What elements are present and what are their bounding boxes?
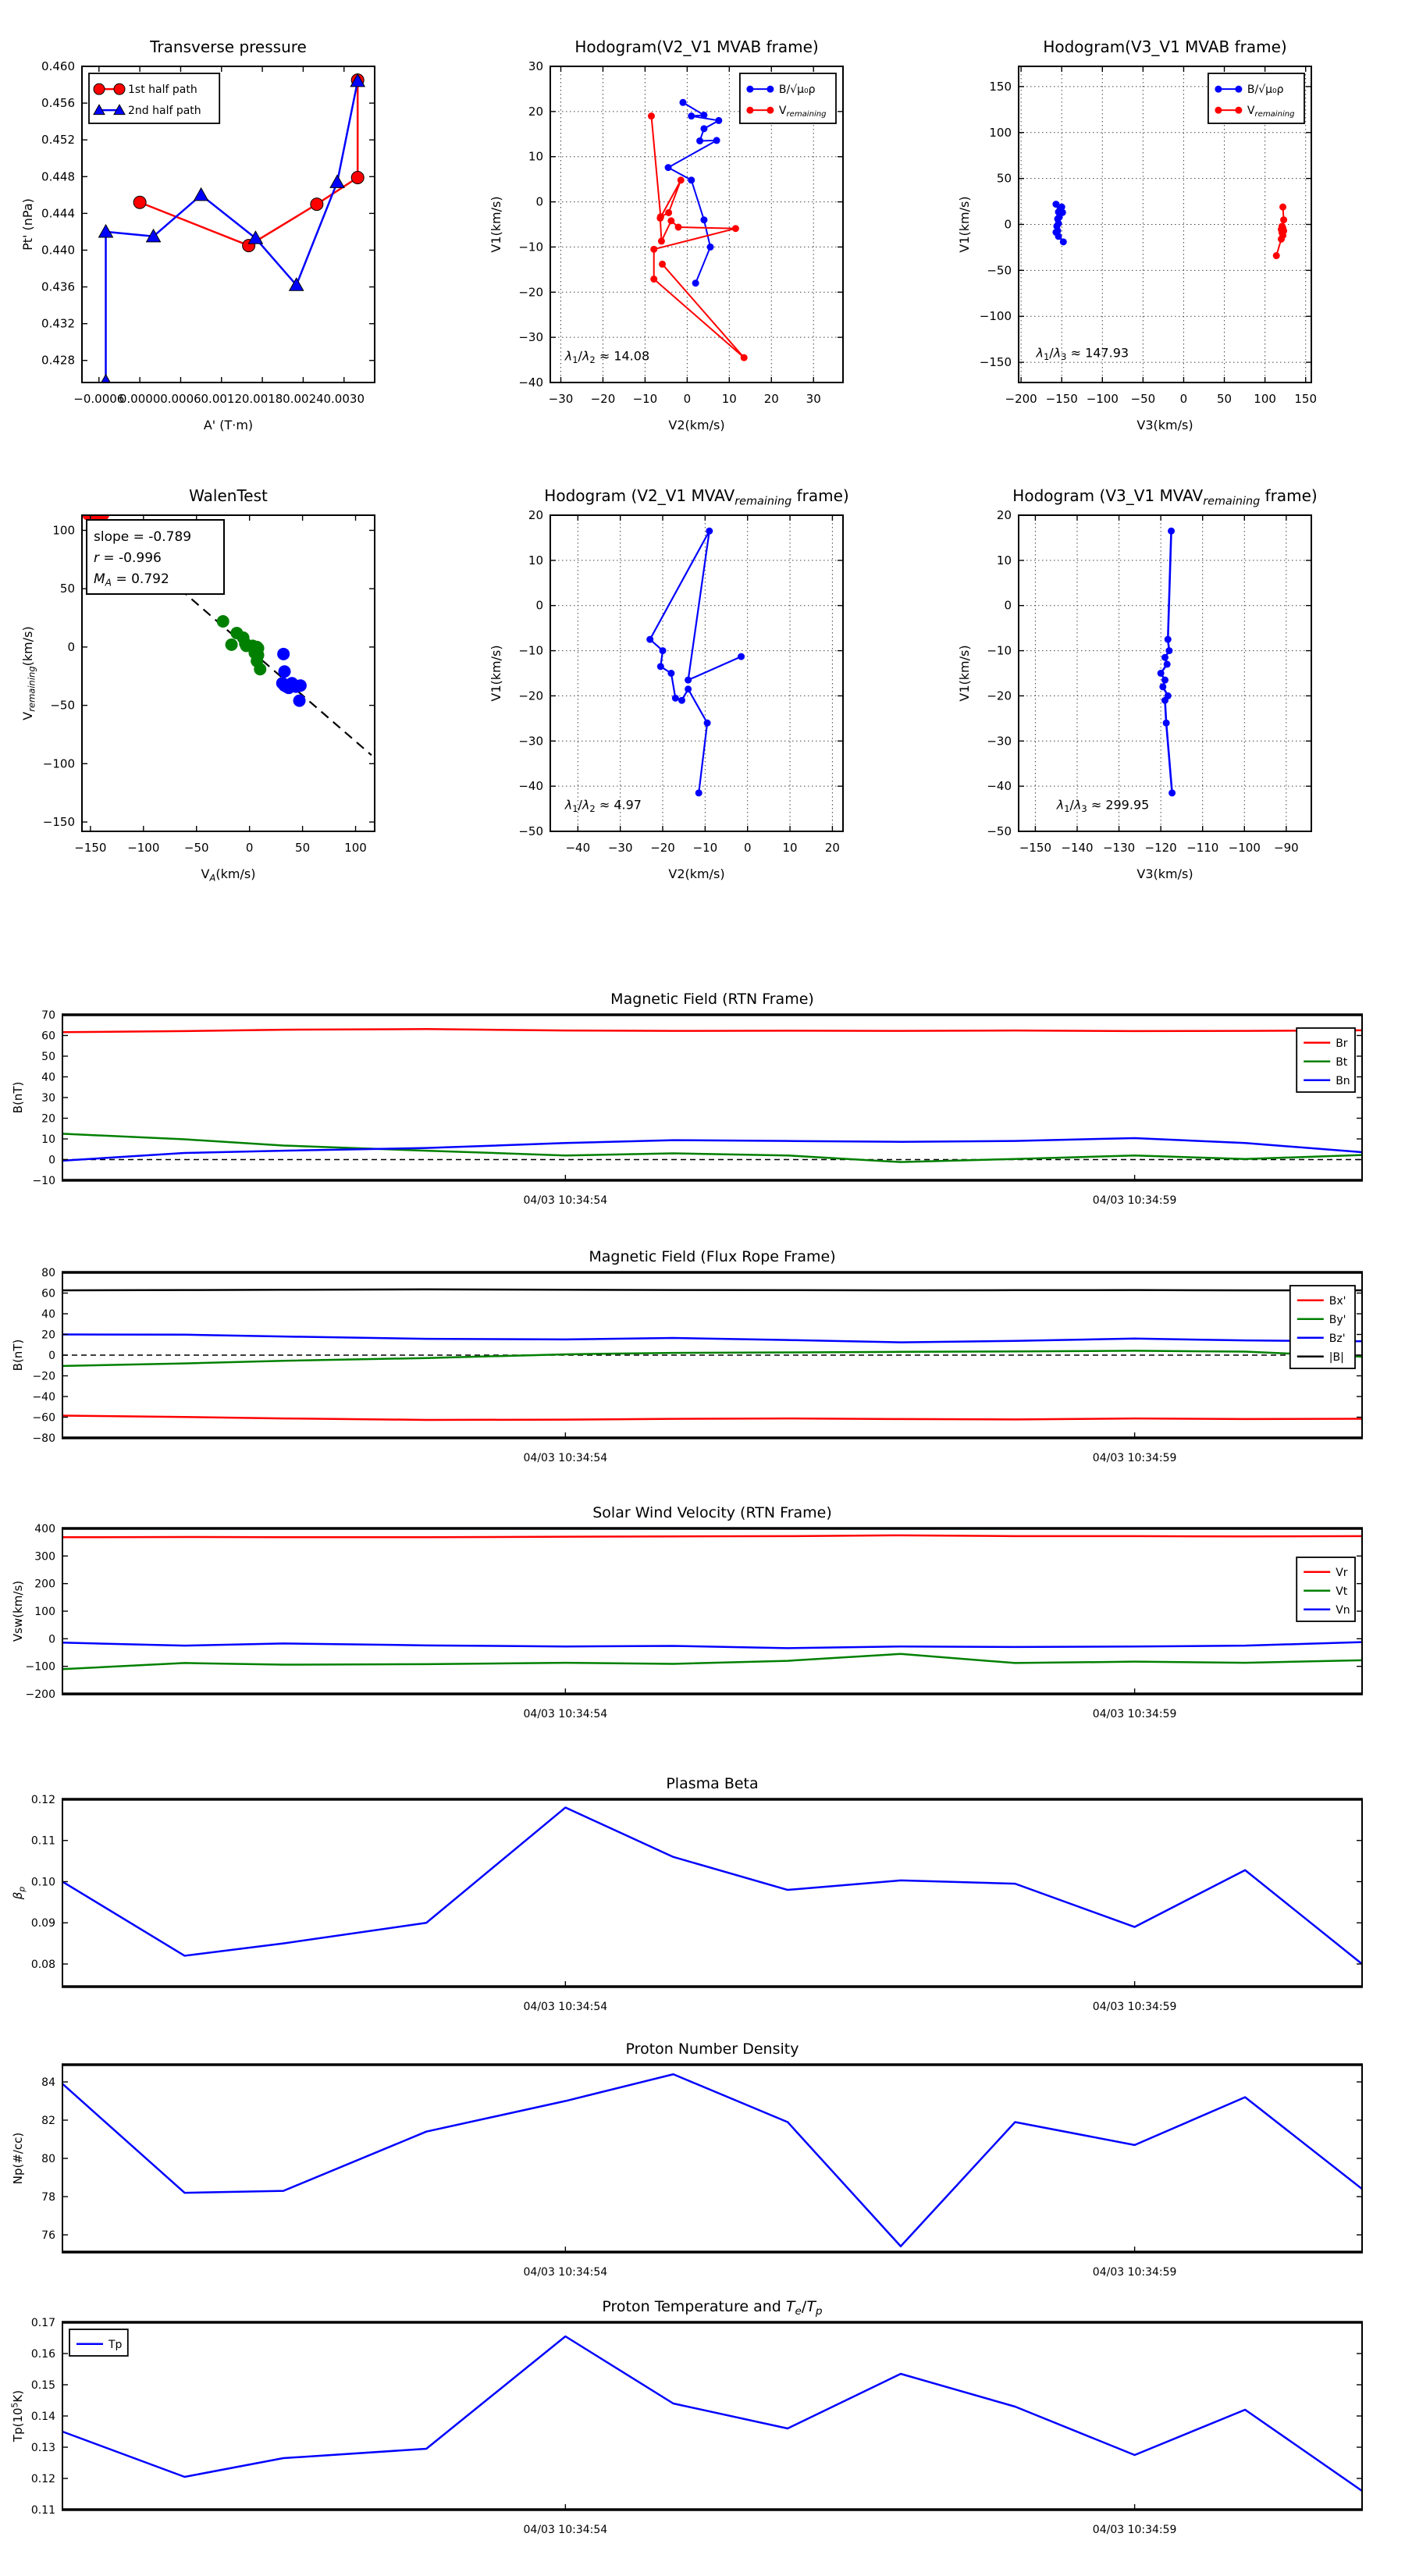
plot-title: WalenTest xyxy=(189,486,268,505)
y-axis-label: V1(km/s) xyxy=(489,645,503,702)
y-tick-label: 0 xyxy=(535,194,543,209)
y-tick-label: 300 xyxy=(34,1550,55,1564)
plot-b-rtn xyxy=(11,991,1363,1207)
x-tick-label: −110 xyxy=(1186,841,1219,855)
x-tick-label: −10 xyxy=(692,841,718,855)
x-axis-label: V3(km/s) xyxy=(1136,418,1193,432)
y-tick-label: 30 xyxy=(528,59,543,73)
marker-circle xyxy=(94,84,105,94)
y-axis-label: $Tp(10^5K)$ xyxy=(9,2389,25,2443)
y-tick-label: 150 xyxy=(989,79,1012,94)
stats-line: slope = -0.789 xyxy=(94,529,192,545)
x-tick-label: 0 xyxy=(683,392,692,406)
axes-background xyxy=(550,515,843,831)
marker-dot xyxy=(732,225,739,232)
y-tick-label: −60 xyxy=(32,1411,55,1425)
marker-dot xyxy=(679,99,686,106)
marker-dot xyxy=(688,112,695,119)
series-markers-2 xyxy=(82,508,109,521)
plot-hodogram-v2v1-mvav xyxy=(489,486,849,881)
marker-dot xyxy=(700,125,707,132)
legend xyxy=(1297,1028,1355,1092)
marker-dot xyxy=(767,86,774,93)
legend-label: Vt xyxy=(1336,1585,1348,1598)
marker-dot xyxy=(767,107,774,114)
marker-dot xyxy=(226,639,238,651)
y-tick-label: 0.452 xyxy=(41,133,75,148)
y-axis-label: V1(km/s) xyxy=(957,645,972,702)
legend-label: 2nd half path xyxy=(128,105,201,118)
y-tick-label: −150 xyxy=(979,355,1012,370)
marker-dot xyxy=(1235,86,1242,93)
x-tick-label: −140 xyxy=(1061,841,1094,855)
y-tick-label: 0 xyxy=(1004,217,1012,232)
y-tick-label: −20 xyxy=(987,688,1012,703)
y-tick-label: 60 xyxy=(41,1287,55,1300)
plot-title: Transverse pressure xyxy=(150,37,307,56)
plot-title: Magnetic Field (Flux Rope Frame) xyxy=(589,1248,836,1265)
y-tick-label: −40 xyxy=(518,779,543,794)
y-tick-label: 0.432 xyxy=(41,316,75,331)
y-tick-label: −20 xyxy=(518,688,543,703)
marker-dot xyxy=(695,789,702,796)
y-tick-label: −50 xyxy=(518,824,543,838)
plot-title: Hodogram(V3_V1 MVAB frame) xyxy=(1043,37,1287,56)
axes-background xyxy=(62,1799,1362,1987)
legend xyxy=(69,2329,128,2356)
y-tick-label: 0.428 xyxy=(41,353,75,368)
y-axis-label: Pt' (nPa) xyxy=(20,198,35,251)
y-tick-label: −40 xyxy=(518,375,543,390)
marker-dot xyxy=(692,279,699,286)
plot-vsw-rtn xyxy=(11,1504,1363,1720)
x-axis-label: $V_A(km/s)$ xyxy=(201,866,256,884)
y-tick-label: −20 xyxy=(32,1370,55,1383)
x-tick-label: 100 xyxy=(344,841,367,855)
y-tick-label: 0.11 xyxy=(30,2504,55,2517)
y-tick-label: 0.11 xyxy=(30,1834,55,1848)
x-tick-label: −200 xyxy=(1005,392,1037,406)
stats-line: $M_A = 0.792$ xyxy=(94,571,169,589)
y-tick-label: 10 xyxy=(528,149,543,164)
legend xyxy=(1208,73,1304,123)
x-tick-label: 10 xyxy=(782,841,798,855)
y-tick-label: 10 xyxy=(996,553,1012,568)
marker-dot xyxy=(1278,236,1285,243)
y-tick-label: 0.444 xyxy=(41,206,75,221)
x-tick-label: 100 xyxy=(1254,392,1276,406)
marker-dot xyxy=(1273,252,1280,259)
legend-label: Vr xyxy=(1336,1566,1348,1579)
marker-dot xyxy=(1279,204,1286,211)
x-tick-label: 50 xyxy=(295,841,311,855)
x-axis-label: V2(km/s) xyxy=(668,866,725,881)
x-tick-label: −40 xyxy=(565,841,591,855)
x-tick-label: −100 xyxy=(1228,841,1261,855)
marker-dot xyxy=(650,246,657,253)
x-tick-label: 04/03 10:34:59 xyxy=(1092,1708,1177,1720)
x-tick-label: −20 xyxy=(590,392,616,406)
y-tick-label: −10 xyxy=(518,643,543,658)
marker-dot xyxy=(1235,107,1242,114)
x-tick-label: 04/03 10:34:59 xyxy=(1092,1194,1177,1207)
marker-dot xyxy=(704,720,711,727)
marker-dot xyxy=(650,276,657,283)
marker-dot xyxy=(659,261,666,268)
legend-label: Bt xyxy=(1336,1055,1348,1069)
x-tick-label: 0.0018 xyxy=(241,392,283,406)
y-tick-label: 20 xyxy=(528,508,543,522)
marker-dot xyxy=(685,685,692,692)
stats-box xyxy=(87,520,224,594)
x-tick-label: 0.0006 xyxy=(160,392,201,406)
y-tick-label: 70 xyxy=(41,1009,55,1022)
y-tick-label: 0.15 xyxy=(30,2379,55,2392)
y-tick-label: 100 xyxy=(52,523,75,538)
x-tick-label: −50 xyxy=(183,841,209,855)
x-axis-label: V3(km/s) xyxy=(1136,866,1193,881)
y-axis-label: V1(km/s) xyxy=(957,196,972,253)
x-tick-label: 04/03 10:34:59 xyxy=(1092,1452,1177,1464)
x-tick-label: 04/03 10:34:54 xyxy=(523,2001,608,2013)
x-tick-label: 04/03 10:34:59 xyxy=(1092,2001,1177,2013)
x-tick-label: −50 xyxy=(1130,392,1156,406)
y-tick-label: −50 xyxy=(987,263,1012,278)
legend xyxy=(740,73,836,123)
plot-hodogram-v3v1-mvav xyxy=(957,486,1318,881)
marker-dot xyxy=(1165,636,1172,643)
y-tick-label: 78 xyxy=(41,2190,55,2204)
x-tick-label: −150 xyxy=(1045,392,1078,406)
plot-walen-test xyxy=(20,486,375,884)
y-tick-label: −30 xyxy=(518,330,543,345)
y-tick-label: 20 xyxy=(996,508,1012,522)
y-axis-label: B(nT) xyxy=(11,1339,25,1372)
y-tick-label: 0 xyxy=(48,1350,55,1362)
plot-proton-density xyxy=(11,2041,1363,2279)
legend-label: 1st half path xyxy=(128,84,197,97)
y-tick-label: −30 xyxy=(987,734,1012,749)
axes-background xyxy=(62,1528,1362,1694)
y-tick-label: 100 xyxy=(989,125,1012,140)
y-axis-label: Np(#/cc) xyxy=(11,2132,25,2185)
x-tick-label: 20 xyxy=(763,392,779,406)
marker-dot xyxy=(657,663,664,670)
marker-circle xyxy=(311,198,323,211)
legend-label: $V_{remaining}$ xyxy=(1247,105,1295,119)
y-tick-label: 10 xyxy=(41,1133,55,1146)
plot-title: Magnetic Field (RTN Frame) xyxy=(610,991,814,1008)
marker-dot xyxy=(1168,528,1175,535)
annotation-lambda-ratio: $\lambda_1/\lambda_3 \approx 299.95$ xyxy=(1056,797,1150,815)
y-tick-label: −100 xyxy=(25,1660,55,1674)
plot-b-fluxrope xyxy=(11,1248,1363,1464)
x-tick-label: 0.0000 xyxy=(119,392,161,406)
legend xyxy=(89,73,219,123)
x-tick-label: −0.0006 xyxy=(73,392,125,406)
plot-plasma-beta xyxy=(11,1775,1363,2013)
x-tick-label: 0 xyxy=(743,841,752,855)
y-tick-label: 0.17 xyxy=(30,2317,55,2329)
marker-dot xyxy=(667,670,674,677)
legend-label: Br xyxy=(1336,1037,1348,1050)
marker-dot xyxy=(1161,697,1168,704)
x-tick-label: −30 xyxy=(607,841,633,855)
marker-dot xyxy=(294,679,307,692)
x-tick-label: 50 xyxy=(1216,392,1232,406)
plot-proton-temp xyxy=(9,2298,1363,2536)
y-axis-label: $\beta_p$ xyxy=(11,1886,27,1900)
y-tick-label: −80 xyxy=(32,1432,55,1445)
x-tick-label: 20 xyxy=(824,841,840,855)
marker-dot xyxy=(1215,107,1222,114)
y-tick-label: 0.14 xyxy=(30,2411,55,2423)
plot-title: Hodogram (V2_V1 $MVAV_{remaining}$ frame) xyxy=(544,486,849,508)
y-tick-label: 50 xyxy=(996,171,1012,186)
x-tick-label: 0 xyxy=(1179,392,1188,406)
marker-circle xyxy=(351,171,364,183)
plot-title: Proton Number Density xyxy=(625,2041,799,2058)
x-tick-label: 0.0030 xyxy=(323,392,365,406)
y-tick-label: 100 xyxy=(34,1606,55,1618)
x-tick-label: 04/03 10:34:59 xyxy=(1092,2266,1177,2279)
marker-dot xyxy=(665,209,672,216)
y-tick-label: 80 xyxy=(41,2153,55,2165)
y-tick-label: 0 xyxy=(1004,598,1012,613)
marker-dot xyxy=(660,647,667,654)
legend xyxy=(1290,1286,1355,1368)
marker-dot xyxy=(293,695,306,707)
y-tick-label: 0.440 xyxy=(41,243,75,258)
plot-title: Hodogram (V3_V1 $MVAV_{remaining}$ frame) xyxy=(1012,486,1318,508)
marker-dot xyxy=(675,223,682,230)
y-tick-label: 30 xyxy=(41,1092,55,1105)
marker-dot xyxy=(277,648,290,660)
legend-label: B/√μ₀ρ xyxy=(1247,84,1284,97)
y-tick-label: 0.448 xyxy=(41,169,75,184)
marker-dot xyxy=(672,695,679,702)
legend xyxy=(1297,1557,1355,1621)
x-tick-label: −30 xyxy=(548,392,574,406)
y-tick-label: 0.16 xyxy=(30,2348,55,2361)
marker-dot xyxy=(1161,654,1168,661)
y-tick-label: 20 xyxy=(41,1112,55,1126)
x-tick-label: 150 xyxy=(1294,392,1318,406)
marker-dot xyxy=(1055,233,1062,240)
x-tick-label: 10 xyxy=(721,392,737,406)
x-tick-label: 04/03 10:34:54 xyxy=(523,1452,608,1464)
y-tick-label: 60 xyxy=(41,1030,55,1043)
marker-dot xyxy=(1168,789,1176,796)
y-tick-label: −40 xyxy=(32,1391,55,1404)
x-tick-label: −20 xyxy=(650,841,675,855)
marker-dot xyxy=(738,653,745,660)
y-tick-label: 0 xyxy=(48,1154,55,1167)
marker-dot xyxy=(700,112,707,119)
y-tick-label: 80 xyxy=(41,1267,55,1279)
x-axis-label: A' (T·m) xyxy=(203,418,254,432)
marker-dot xyxy=(254,663,266,675)
plot-hodogram-v2v1-mvab xyxy=(489,37,843,432)
plot-title: Hodogram(V2_V1 MVAB frame) xyxy=(574,37,819,56)
x-tick-label: 30 xyxy=(806,392,821,406)
marker-dot xyxy=(1161,677,1168,684)
x-tick-label: −120 xyxy=(1144,841,1177,855)
y-tick-label: −100 xyxy=(42,756,75,771)
marker-dot xyxy=(696,137,703,144)
y-tick-label: −10 xyxy=(518,240,543,254)
marker-dot xyxy=(1060,238,1067,245)
y-tick-label: 0 xyxy=(535,598,543,613)
marker-dot xyxy=(678,697,685,704)
marker-dot xyxy=(700,216,707,223)
marker-dot xyxy=(658,237,665,244)
y-axis-label: Vsw(km/s) xyxy=(11,1580,25,1642)
marker-dot xyxy=(746,86,753,93)
marker-dot xyxy=(646,636,653,643)
x-tick-label: 0 xyxy=(245,841,254,855)
x-tick-label: 04/03 10:34:54 xyxy=(523,2266,608,2279)
marker-dot xyxy=(665,164,672,171)
y-tick-label: −20 xyxy=(518,285,543,300)
legend-label: Bn xyxy=(1336,1074,1350,1087)
y-tick-label: −30 xyxy=(518,734,543,749)
x-tick-label: −100 xyxy=(1086,392,1119,406)
legend-label: |B| xyxy=(1329,1350,1344,1364)
marker-dot xyxy=(97,508,109,521)
y-tick-label: 10 xyxy=(528,553,543,568)
y-axis-label: B(nT) xyxy=(11,1081,25,1114)
marker-dot xyxy=(656,215,663,222)
y-tick-label: 76 xyxy=(41,2229,55,2242)
y-tick-label: −10 xyxy=(987,643,1012,658)
y-tick-label: −200 xyxy=(25,1688,55,1701)
y-tick-label: 0.13 xyxy=(30,2442,55,2454)
marker-dot xyxy=(1215,86,1222,93)
y-axis-label: $V_{remaining}(km/s)$ xyxy=(20,626,37,720)
x-tick-label: 04/03 10:34:59 xyxy=(1092,2524,1177,2536)
y-tick-label: 200 xyxy=(34,1578,55,1591)
y-tick-label: 0 xyxy=(48,1633,55,1646)
legend-label: By' xyxy=(1329,1313,1346,1326)
y-tick-label: 0.12 xyxy=(30,2473,55,2485)
marker-dot xyxy=(648,112,655,119)
marker-circle xyxy=(133,196,146,208)
y-tick-label: 82 xyxy=(41,2115,55,2128)
y-tick-label: 0 xyxy=(67,639,75,654)
marker-dot xyxy=(707,244,714,251)
marker-dot xyxy=(746,107,753,114)
marker-dot xyxy=(678,176,685,183)
y-tick-label: 40 xyxy=(41,1308,55,1321)
x-tick-label: 04/03 10:34:54 xyxy=(523,2524,608,2536)
marker-dot xyxy=(1280,216,1287,223)
y-tick-label: 50 xyxy=(41,1051,55,1063)
marker-dot xyxy=(217,615,229,628)
marker-dot xyxy=(688,176,695,183)
marker-dot xyxy=(713,137,720,144)
marker-dot xyxy=(685,677,692,684)
y-tick-label: 0.456 xyxy=(41,96,75,111)
plot-transverse-pressure xyxy=(20,37,375,432)
y-tick-label: −100 xyxy=(979,309,1012,324)
y-tick-label: −10 xyxy=(32,1175,55,1187)
x-tick-label: 0.0024 xyxy=(283,392,324,406)
x-tick-label: 04/03 10:34:54 xyxy=(523,1194,608,1207)
marker-dot xyxy=(1164,660,1171,667)
y-tick-label: 0.08 xyxy=(30,1958,55,1971)
marker-dot xyxy=(1165,647,1172,654)
y-tick-label: 40 xyxy=(41,1071,55,1084)
x-axis-label: V2(km/s) xyxy=(668,418,725,432)
x-tick-label: 0.0012 xyxy=(201,392,243,406)
marker-dot xyxy=(1158,670,1165,677)
x-tick-label: −150 xyxy=(1019,841,1052,855)
legend-label: Tp xyxy=(108,2338,123,2351)
marker-circle xyxy=(114,84,125,94)
annotation-lambda-ratio: $\lambda_1/\lambda_2 \approx 14.08$ xyxy=(564,348,650,366)
legend-label: B/√μ₀ρ xyxy=(778,84,816,97)
y-tick-label: 20 xyxy=(528,104,543,119)
annotation-lambda-ratio: $\lambda_1/\lambda_2 \approx 4.97$ xyxy=(564,797,642,815)
y-tick-label: 0.09 xyxy=(30,1917,55,1930)
y-tick-label: −50 xyxy=(987,824,1012,838)
y-tick-label: 84 xyxy=(41,2076,55,2090)
legend-label: $V_{remaining}$ xyxy=(778,105,827,119)
plot-title: Proton Temperature and $T_e/T_p$ xyxy=(602,2298,823,2318)
x-tick-label: −10 xyxy=(632,392,658,406)
y-axis-label: V1(km/s) xyxy=(489,196,503,253)
axes-background xyxy=(62,2065,1362,2252)
marker-dot xyxy=(1159,683,1166,690)
y-tick-label: 20 xyxy=(41,1329,55,1342)
marker-dot xyxy=(715,117,722,124)
legend-label: Vn xyxy=(1336,1603,1350,1617)
axes-background xyxy=(62,1015,1362,1180)
axes-background xyxy=(1019,515,1311,831)
x-tick-label: −90 xyxy=(1274,841,1299,855)
marker-dot xyxy=(741,354,748,361)
legend-label: Bx' xyxy=(1329,1294,1346,1308)
legend-label: Bz' xyxy=(1329,1332,1346,1345)
axes-background xyxy=(62,2322,1362,2510)
marker-dot xyxy=(279,665,291,678)
y-tick-label: −50 xyxy=(50,698,75,713)
x-tick-label: −150 xyxy=(74,841,107,855)
marker-dot xyxy=(706,528,713,535)
plot-title: Plasma Beta xyxy=(666,1775,759,1792)
y-tick-label: −40 xyxy=(987,779,1012,794)
y-tick-label: 0.12 xyxy=(30,1794,55,1806)
stats-line: r = -0.996 xyxy=(94,550,162,566)
y-tick-label: −150 xyxy=(42,815,75,830)
x-tick-label: −130 xyxy=(1102,841,1136,855)
y-tick-label: 0.436 xyxy=(41,279,75,294)
marker-dot xyxy=(1163,720,1170,727)
y-tick-label: 400 xyxy=(34,1523,55,1535)
plot-title: Solar Wind Velocity (RTN Frame) xyxy=(592,1504,832,1521)
marker-dot xyxy=(667,217,674,224)
x-tick-label: 04/03 10:34:54 xyxy=(523,1708,608,1720)
y-tick-label: 0.10 xyxy=(30,1876,55,1889)
plot-hodogram-v3v1-mvab xyxy=(957,37,1317,432)
annotation-lambda-ratio: $\lambda_1/\lambda_3 \approx 147.93$ xyxy=(1036,345,1129,363)
x-tick-label: −100 xyxy=(127,841,160,855)
y-tick-label: 0.460 xyxy=(41,59,75,73)
y-tick-label: 50 xyxy=(59,582,75,596)
